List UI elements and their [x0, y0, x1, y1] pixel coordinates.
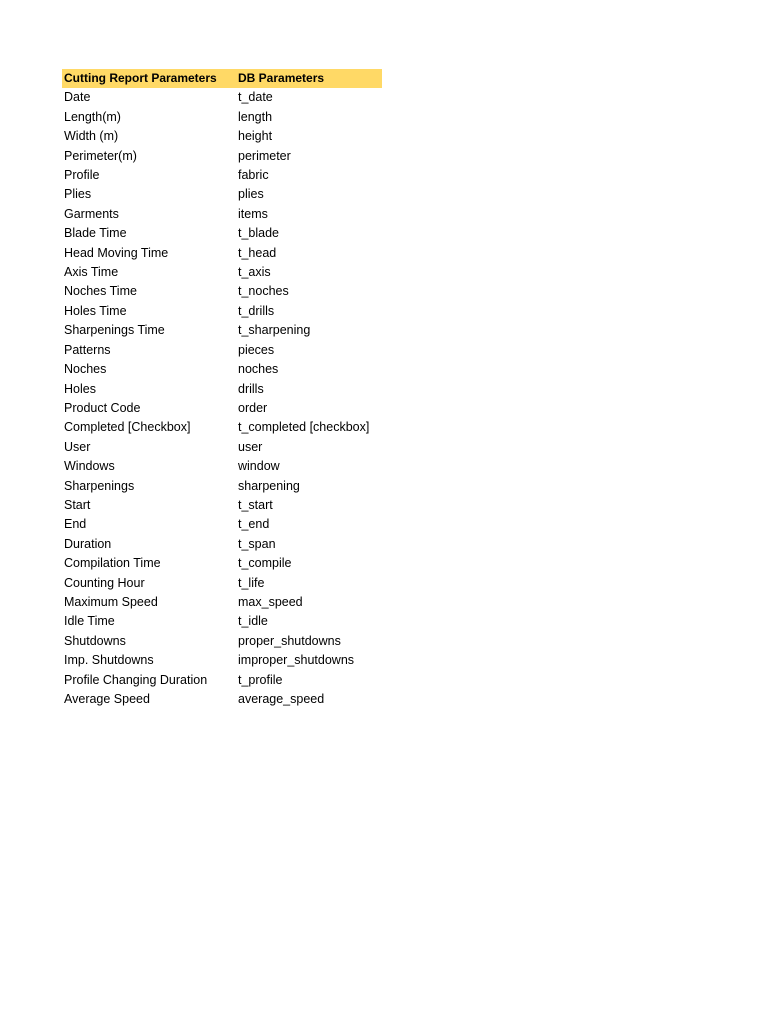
db-parameter-cell[interactable]: height	[238, 129, 273, 144]
table-row	[62, 651, 382, 670]
table-row	[62, 166, 382, 185]
table-row	[62, 147, 382, 166]
table-row	[62, 282, 382, 301]
cutting-report-parameter-cell[interactable]: Patterns	[64, 342, 111, 357]
db-parameter-cell[interactable]: t_drills	[238, 303, 275, 318]
db-parameter-cell[interactable]: sharpening	[238, 478, 300, 493]
cutting-report-parameter-cell[interactable]: Start	[64, 497, 91, 512]
table-row	[62, 224, 382, 243]
db-parameter-cell[interactable]: items	[238, 206, 268, 221]
db-parameter-cell[interactable]: noches	[238, 362, 279, 377]
cutting-report-parameter-cell[interactable]: Completed [Checkbox]	[64, 420, 191, 435]
table-row	[62, 263, 382, 282]
db-parameter-cell[interactable]: t_end	[238, 517, 270, 532]
table-row	[62, 477, 382, 496]
cutting-report-parameter-cell[interactable]: Date	[64, 90, 91, 105]
cutting-report-parameter-cell[interactable]: End	[64, 517, 87, 532]
cutting-report-parameter-cell[interactable]: Product Code	[64, 400, 141, 415]
db-parameter-cell[interactable]: t_compile	[238, 556, 292, 571]
db-parameter-cell[interactable]: t_idle	[238, 614, 268, 629]
header-row	[62, 69, 382, 88]
db-parameter-cell[interactable]: t_profile	[238, 672, 283, 687]
db-parameter-cell[interactable]: t_axis	[238, 265, 271, 280]
cutting-report-parameter-cell[interactable]: Perimeter(m)	[64, 148, 137, 163]
table-row	[62, 341, 382, 360]
cutting-report-parameter-cell[interactable]: Compilation Time	[64, 556, 161, 571]
cutting-report-parameter-cell[interactable]: Duration	[64, 536, 112, 551]
cutting-report-parameter-cell[interactable]: Shutdowns	[64, 633, 126, 648]
db-parameter-cell[interactable]: perimeter	[238, 148, 291, 163]
table-body	[62, 88, 382, 709]
db-parameter-cell[interactable]: t_span	[238, 536, 276, 551]
db-parameter-cell[interactable]: t_noches	[238, 284, 289, 299]
cutting-report-parameter-cell[interactable]: Holes	[64, 381, 96, 396]
table-header	[62, 69, 382, 88]
table-row	[62, 690, 382, 709]
cutting-report-parameter-cell[interactable]: Windows	[64, 459, 115, 474]
db-parameter-cell[interactable]: t_date	[238, 90, 273, 105]
table-row	[62, 418, 382, 437]
cutting-report-parameter-cell[interactable]: Blade Time	[64, 226, 127, 241]
db-parameter-cell[interactable]: user	[238, 439, 263, 454]
cutting-report-parameter-cell[interactable]: Noches	[64, 362, 107, 377]
cutting-report-parameter-cell[interactable]: Plies	[64, 187, 92, 202]
cutting-report-parameter-cell[interactable]: Imp. Shutdowns	[64, 653, 154, 668]
cutting-report-parameter-cell[interactable]: Garments	[64, 206, 119, 221]
db-parameter-cell[interactable]: fabric	[238, 168, 269, 183]
table-row	[62, 612, 382, 631]
table-row	[62, 593, 382, 612]
db-parameter-cell[interactable]: length	[238, 109, 273, 124]
table-row	[62, 321, 382, 340]
header-db-parameters[interactable]: DB Parameters	[236, 69, 382, 88]
table-row	[62, 380, 382, 399]
db-parameter-cell[interactable]: order	[238, 400, 268, 415]
table-row	[62, 127, 382, 146]
cutting-report-parameter-cell[interactable]: Sharpenings Time	[64, 323, 165, 338]
db-parameter-cell[interactable]: t_sharpening	[238, 323, 311, 338]
cutting-report-parameter-cell[interactable]: Maximum Speed	[64, 594, 158, 609]
spreadsheet-page	[62, 69, 382, 709]
cutting-report-parameter-cell[interactable]: Sharpenings	[64, 478, 135, 493]
table-row	[62, 88, 382, 107]
cutting-report-parameter-cell[interactable]: Holes Time	[64, 303, 127, 318]
table-row	[62, 438, 382, 457]
table-row	[62, 360, 382, 379]
db-parameter-cell[interactable]: improper_shutdowns	[238, 653, 355, 668]
cutting-report-parameter-cell[interactable]: Idle Time	[64, 614, 115, 629]
table-row	[62, 108, 382, 127]
cutting-report-parameter-cell[interactable]: Counting Hour	[64, 575, 145, 590]
parameters-table	[62, 69, 382, 709]
cutting-report-parameter-cell[interactable]: Width (m)	[64, 129, 119, 144]
header-cutting-report-parameters[interactable]: Cutting Report Parameters	[62, 69, 236, 88]
table-row	[62, 535, 382, 554]
db-parameter-cell[interactable]: average_speed	[238, 692, 325, 706]
table-row	[62, 185, 382, 204]
cutting-report-parameter-cell[interactable]: Length(m)	[64, 109, 121, 124]
db-parameter-cell[interactable]: t_blade	[238, 226, 280, 241]
db-parameter-cell[interactable]: plies	[238, 187, 264, 202]
cutting-report-parameter-cell[interactable]: Axis Time	[64, 265, 119, 280]
table-row	[62, 515, 382, 534]
cutting-report-parameter-cell[interactable]: User	[64, 439, 91, 454]
table-row	[62, 205, 382, 224]
db-parameter-cell[interactable]: max_speed	[238, 594, 303, 609]
db-parameter-cell[interactable]: t_start	[238, 497, 273, 512]
table-row	[62, 302, 382, 321]
db-parameter-cell[interactable]: pieces	[238, 342, 275, 357]
cutting-report-parameter-cell[interactable]: Head Moving Time	[64, 245, 169, 260]
table-row	[62, 399, 382, 418]
cutting-report-parameter-cell[interactable]: Profile Changing Duration	[64, 672, 208, 687]
table-row	[62, 496, 382, 515]
table-row	[62, 632, 382, 651]
table-row	[62, 554, 382, 573]
table-row	[62, 671, 382, 690]
table-row	[62, 244, 382, 263]
db-parameter-cell[interactable]: drills	[238, 381, 264, 396]
db-parameter-cell[interactable]: t_completed [checkbox]	[238, 420, 370, 435]
cutting-report-parameter-cell[interactable]: Noches Time	[64, 284, 137, 299]
db-parameter-cell[interactable]: t_head	[238, 245, 277, 260]
db-parameter-cell[interactable]: t_life	[238, 575, 265, 590]
db-parameter-cell[interactable]: proper_shutdowns	[238, 633, 341, 648]
table-row	[62, 457, 382, 476]
cutting-report-parameter-cell[interactable]: Profile	[64, 168, 100, 183]
cutting-report-parameter-cell[interactable]: Average Speed	[64, 692, 150, 706]
table-row	[62, 574, 382, 593]
db-parameter-cell[interactable]: window	[238, 459, 280, 474]
